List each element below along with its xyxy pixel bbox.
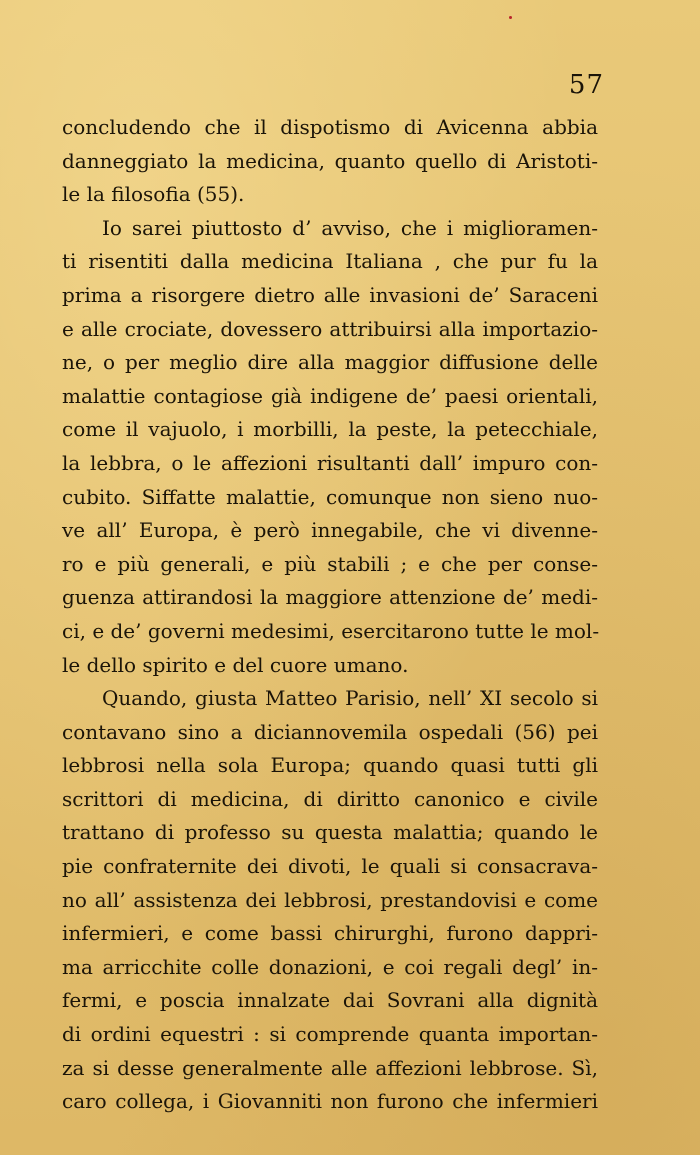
text-line: fermi, e poscia innalzate dai Sovrani alla dignità <box>62 988 598 1013</box>
body-text <box>62 111 598 1119</box>
text-line: infermieri, e come bassi chirurghi, furono dappri- <box>62 921 598 946</box>
text-line: guenza attirandosi la maggiore attenzione de’ medi- <box>62 585 598 610</box>
paragraph-1 <box>62 111 598 212</box>
text-line: come il vajuolo, i morbilli, la peste, la petecchiale, <box>62 417 598 442</box>
text-line: le la filosofia (55). <box>62 182 245 207</box>
text-line: ci, e de’ governi medesimi, esercitarono tutte le mol- <box>62 618 600 643</box>
text-line: ro e più generali, e più stabili ; e che per conse- <box>62 551 598 576</box>
paragraph-3 <box>62 682 598 1119</box>
text-line: Quando, giusta Matteo Parisio, nell’ XI secolo si <box>102 686 598 711</box>
text-line: scrittori di medicina, di diritto canonico e civile <box>62 786 598 811</box>
paragraph-2 <box>62 212 598 682</box>
page-number: 57 <box>568 70 604 100</box>
ink-speck <box>509 16 512 19</box>
text-line: pie confraternite dei divoti, le quali si consacrava- <box>62 854 598 879</box>
text-line: lebbrosi nella sola Europa; quando quasi tutti gli <box>62 753 598 778</box>
text-line: la lebbra, o le affezioni risultanti dall’ impuro con- <box>62 450 598 475</box>
text-line: no all’ assistenza dei lebbrosi, prestandovisi e come <box>62 887 598 912</box>
text-line: e alle crociate, dovessero attribuirsi alla importazio- <box>62 316 598 341</box>
text-line: ne, o per meglio dire alla maggior diffusione delle <box>62 350 598 375</box>
text-line: Io sarei piuttosto d’ avviso, che i miglioramen- <box>102 215 598 240</box>
text-line: trattano di professo su questa malattia; quando le <box>62 820 598 845</box>
text-line: concludendo che il dispotismo di Avicenna abbia <box>62 115 598 139</box>
text-line: za si desse generalmente alle affezioni lebbrose. Sì, <box>62 1055 598 1080</box>
text-line: ti risentiti dalla medicina Italiana , che pur fu la <box>62 249 598 274</box>
text-line: prima a risorgere dietro alle invasioni de’ Saraceni <box>62 282 598 307</box>
text-line: malattie contagiose già indigene de’ paesi orientali, <box>62 383 598 408</box>
text-line: contavano sino a diciannovemila ospedali (56) pei <box>62 719 598 744</box>
text-line: ve all’ Europa, è però innegabile, che vi divenne- <box>62 518 598 543</box>
text-line: le dello spirito e del cuore umano. <box>62 652 409 677</box>
text-line: cubito. Siffatte malattie, comunque non sieno nuo- <box>62 484 598 509</box>
text-line: di ordini equestri : si comprende quanta importan- <box>62 1022 598 1047</box>
text-line: caro collega, i Giovanniti non furono che infermieri <box>62 1089 598 1114</box>
text-line: danneggiato la medicina, quanto quello di Aristoti- <box>62 148 598 173</box>
text-line: ma arricchite colle donazioni, e coi regali degl’ in- <box>62 954 598 979</box>
